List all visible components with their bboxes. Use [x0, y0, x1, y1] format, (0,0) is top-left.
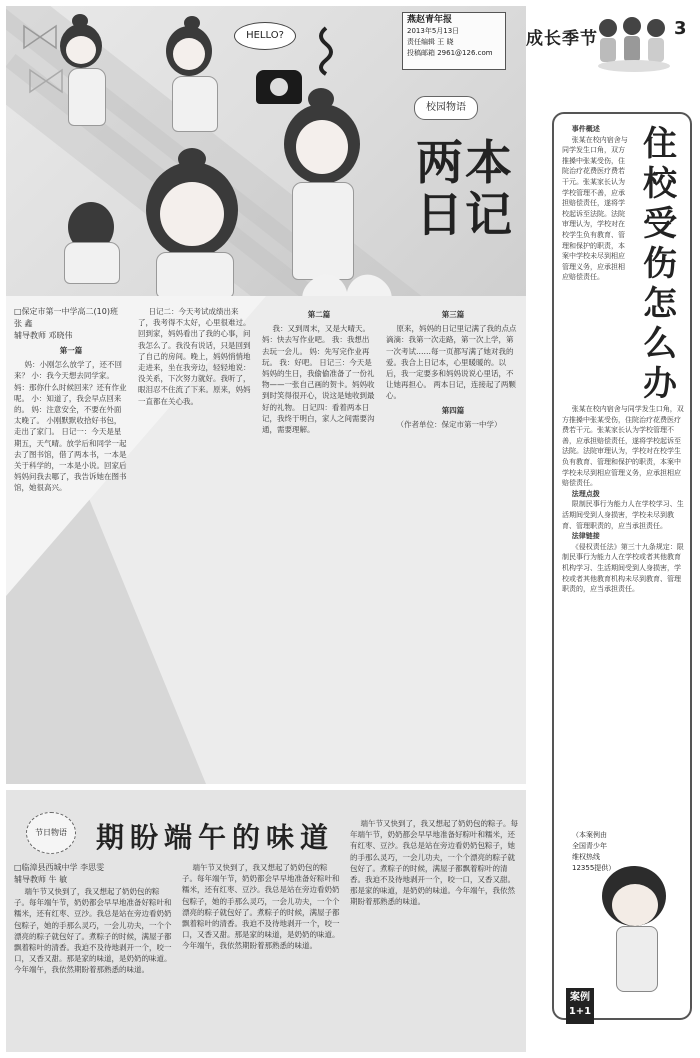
sidebar-label-law: 法律链接	[571, 532, 600, 541]
section-tag: 校园物语	[414, 96, 478, 120]
bottom-column-1	[14, 862, 174, 1048]
sidebar-text-law: 《侵权责任法》第三十九条规定：限制民事行为能力人在学校或者其他教育机构学习、生活期间受到人身损害，学校或者其他教育机构未尽到教育、管理职责的，应当承担责任。	[562, 542, 684, 594]
cartoon-girl-face	[612, 884, 658, 926]
page-number: 3	[674, 18, 687, 39]
article-column-2	[138, 306, 252, 782]
article-byline: □保定市第一中学高二(10)班 张 鑫 辅导教师 邓晓伟	[14, 307, 118, 340]
title-line-1: 两本	[416, 136, 514, 191]
article-footer: （作者单位：保定市第一中学）	[396, 419, 502, 429]
paper-name: 燕赵青年报	[407, 15, 453, 25]
bottom-section-tag: 节日物语	[26, 812, 76, 854]
case-badge: 案例 1+1	[566, 988, 594, 1024]
sidebar-text-overview-cont: 张某在校内宿舍与同学发生口角，双方推搡中张某受伤，住院治疗花费医疗费若干元。张某家长认为学校管理不善，应承担赔偿责任，遂将学校起诉至法院。法院审理认为，学校对在校学生负有教育、管理和保护的职责，本案中学校未尽到相应管理义务，应承担相应赔偿责任。	[562, 405, 684, 488]
contact-email: 投稿邮箱 2961@126.com	[407, 49, 493, 57]
part-heading-3: 第三篇	[441, 310, 465, 319]
heart-icon	[292, 266, 402, 296]
bottom-column-2	[182, 862, 342, 1048]
article-text-3: 我：又到周末，又是大晴天。 妈：快去写作业吧。 我：我想出去玩一会儿。 妈：先写完作业再玩。 我：好吧。 日记三：今天是妈妈的生日，我偷偷准备了一份礼物——一张自己画的贺卡。妈妈收到时笑得很开心，说这是她收到最好的礼物。 日记四：看着两本日记，我终于明白，家人之间需要沟通，需要理解。	[262, 324, 375, 435]
issue-date: 2013年5月13日	[407, 27, 460, 35]
article-column-4	[386, 306, 520, 782]
bottom-byline: □临漳县西城中学 李思雯 辅导教师 牛 敏	[14, 863, 105, 884]
article-text-4: 原来，妈妈的日记里记满了我的点点滴滴：我第一次走路，第一次上学，第一次考试……每一页都写满了她对我的爱。我合上日记本，心里暖暖的。以后，我一定要多和妈妈说说心里话，不让她再担心。 两本日记，连接起了两颗心。	[386, 324, 517, 401]
bottom-article-title: 期盼端午的味道	[96, 821, 335, 854]
bow-icon	[20, 22, 60, 52]
article-text-1: 妈：小刚怎么放学了，还不回来？ 小：我今天想去同学家。 妈：那你什么时候回来？还有作业呢。 小：知道了，我会早点回来的。 妈：注意安全，不要在外面太晚了。 小刚默默收拾好书包，走出了家门。 日记一：今天是星期五，天气晴。放学后和同学一起去了图书馆，借了两本书，一本是关于科学的，一本是小说。回家后妈妈问我去哪了，我告诉她在图书馆，她很高兴。	[14, 360, 127, 493]
part-heading-2: 第二篇	[307, 310, 331, 319]
bottom-text: 端午节又快到了，我又想起了奶奶包的粽子。每年端午节，奶奶都会早早地准备好粽叶和糯米，还有红枣、豆沙。我总是站在旁边看奶奶包粽子，她的手那么灵巧，一会儿功夫，一个个漂亮的粽子就包好了。煮粽子的时候，满屋子都飘着粽叶的清香。我迫不及待地剥开一个，咬一口，又香又甜。那是家的味道，是奶奶的味道。今年端午，我依然期盼着那熟悉的味道。	[14, 887, 172, 975]
sidebar-title: 住校受伤怎么办	[643, 124, 677, 404]
part-heading-1: 第一篇	[59, 346, 83, 355]
sidebar-column-2	[562, 404, 686, 824]
phone-cord-icon	[312, 26, 338, 76]
bottom-text-cont: 端午节又快到了，我又想起了奶奶包的粽子。每年端午节，奶奶都会早早地准备好粽叶和糯米，还有红枣、豆沙。我总是站在旁边看奶奶包粽子，她的手那么灵巧，一会儿功夫，一个个漂亮的粽子就包好了。煮粽子的时候，满屋子都飘着粽叶的清香。我迫不及待地剥开一个，咬一口，又香又甜。那是家的味道，是奶奶的味道。今年端午，我依然期盼着那熟悉的味道。	[182, 863, 340, 951]
bottom-column-3	[350, 818, 520, 1048]
sidebar-text-overview: 张某在校内宿舍与同学发生口角，双方推搡中张某受伤，住院治疗花费医疗费若干元。张某家长认为学校管理不善，应承担赔偿责任，遂将学校起诉至法院。法院审理认为，学校对在校学生负有教育、管理和保护的职责，本案中学校未尽到相应管理义务，应承担相应赔偿责任。	[562, 135, 628, 282]
kids-group-icon	[594, 14, 672, 74]
title-line-2: 日记	[416, 188, 514, 243]
masthead-box	[402, 12, 506, 70]
telephone-icon	[256, 70, 302, 104]
cartoon-girl-body	[616, 926, 658, 992]
article-column-3	[262, 306, 376, 782]
article-column-1	[14, 306, 128, 782]
sidebar-label-overview: 事件概述	[571, 125, 600, 133]
bow-icon-2	[26, 66, 66, 96]
sidebar-label-analysis: 法理点拨	[571, 489, 600, 498]
editor-name: 责任编辑 王 晓	[407, 38, 454, 46]
part-heading-4: 第四篇	[441, 405, 465, 415]
bottom-text-cont-2: 端午节又快到了，我又想起了奶奶包的粽子。每年端午节，奶奶都会早早地准备好粽叶和糯米，还有红枣、豆沙。我总是站在旁边看奶奶包粽子，她的手那么灵巧，一会儿功夫，一个个漂亮的粽子就包好了。煮粽子的时候，满屋子都飘着粽叶的清香。我迫不及待地剥开一个，咬一口，又香又甜。那是家的味道，是奶奶的味道。今年端午，我依然期盼着那熟悉的味道。	[350, 819, 518, 907]
main-title	[402, 138, 514, 242]
article-text-2: 日记二：今天考试成绩出来了，我考得不太好，心里很难过。回到家，妈妈看出了我的心事，问我怎么了。我没有说话，只是回到了自己的房间。晚上，妈妈悄悄地走进来，坐在我旁边，轻轻地说：没关系，下次努力就好。我听了，眼泪忍不住流了下来。原来，妈妈一直都在关心我。	[138, 307, 251, 406]
speech-bubble: HELLO?	[234, 22, 296, 50]
sidebar-credit: （本案例由 全国青少年 维权热线 12355提供）	[572, 831, 616, 872]
section-name: 成长季节	[526, 29, 598, 49]
sidebar-text-analysis: 限制民事行为能力人在学校学习、生活期间受到人身损害，学校未尽到教育、管理职责的，应当承担责任。	[562, 500, 684, 530]
